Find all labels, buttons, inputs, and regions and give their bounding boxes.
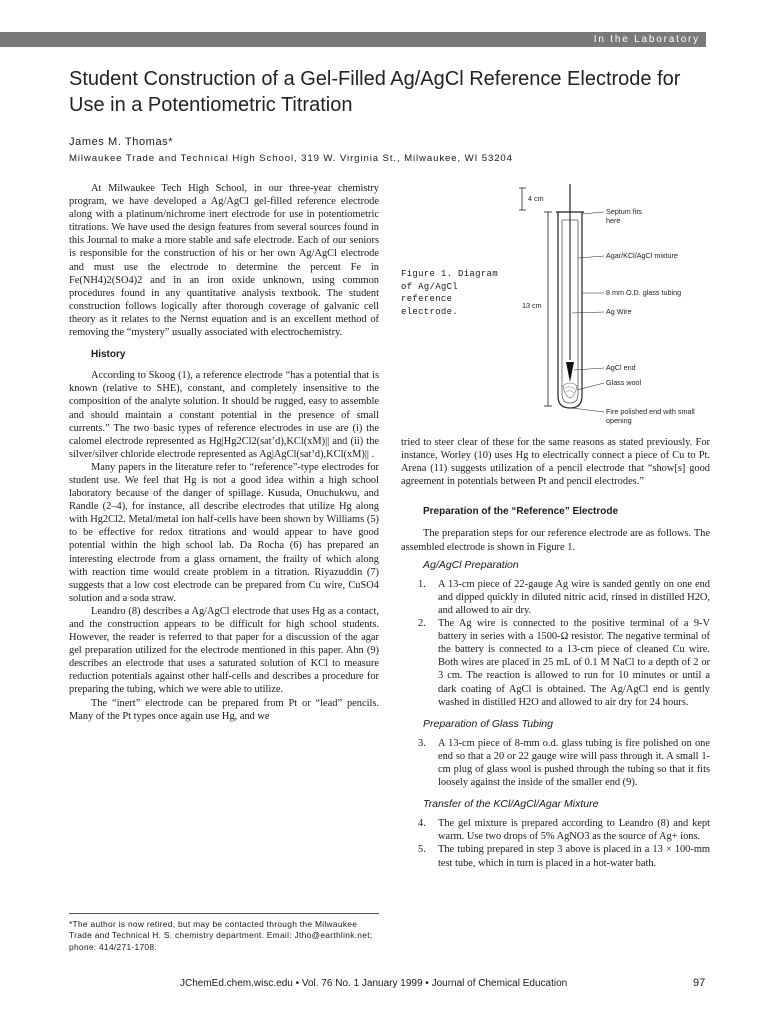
label-septum-1: Septum fits <box>606 207 642 216</box>
history-heading: History <box>91 349 126 361</box>
step-text: A 13-cm piece of 8-mm o.d. glass tubing is fire polished on one end so that a 20 or 22 gauge wire will pass through it. A small 1-cm plug of glass wool is pushed through the tubing so that it fits loosely against the inside of the smaller end (9). <box>438 737 710 789</box>
label-septum-2: here <box>606 216 621 225</box>
label-13cm: 13 cm <box>522 301 542 310</box>
label-glass-wool: Glass wool <box>606 378 642 387</box>
step-text: The tubing prepared in step 3 above is placed in a 13 × 100-mm test tube, which in turn is placed in a hot-water bath. <box>438 844 710 869</box>
agcl-steps <box>401 578 710 709</box>
transfer-steps <box>401 817 710 869</box>
label-fire-polished-1: Fire polished end with small <box>606 407 695 416</box>
intro-paragraph: At Milwaukee Tech High School, in our three-year chemistry program, we have developed a Ag/AgCl gel-filled reference electrode along with a platinum/nichrome inert electrode for use in potentiometric titrations. We have used the design features from several sources found in this Journal to make a more stable and safe electrode. Each of our seniors is responsible for the construction of his or her own Ag/AgCl electrode and must use the electrode to determine the percent Fe in Fe(NH4)2(SO4)2 and in an iron oxide unknown, using common procedures found in any quantitative analysis textbook. The student construction follows logically after thorough coverage of galvanic cell theory as it relates to the Nernst equation and is an excellent method of removing the “mystery” usually associated with electrochemistry. <box>69 183 379 339</box>
step-number: 3. <box>418 737 426 749</box>
label-agcl-end: AgCl end <box>606 363 636 372</box>
transfer-heading: Transfer of the KCl/AgCl/Agar Mixture <box>423 798 599 811</box>
list-item <box>401 817 710 843</box>
right-column <box>401 436 710 870</box>
history-paragraph-4: The “inert” electrode can be prepared from Pt or “lead” pencils. Many of the Pt types once again use Hg, and we <box>69 697 379 722</box>
electrode-diagram <box>490 182 720 432</box>
step-text: The Ag wire is connected to the positive terminal of a 9-V battery in series with a 1500-Ω resistor. The negative terminal of the battery is connected to a 13-cm piece of cleaned Cu wire. Both wires are placed in 25 mL of 0.1 M NaCl to a depth of 2 or 3 cm. The reaction is allowed to run for 10 minutes or until a dark coating of AgCl is obtained. The Ag/AgCl end is gently washed in distilled H2O and allowed to air dry for 24 hours. <box>438 618 710 708</box>
step-text: The gel mixture is prepared according to Leandro (8) and kept warm. Use two drops of 5% AgNO3 as the source of Ag+ ions. <box>438 818 710 843</box>
step-number: 1. <box>418 578 426 590</box>
step-number: 4. <box>418 818 426 830</box>
author-name: James M. Thomas* <box>69 136 174 148</box>
label-tubing: 8 mm O.D. glass tubing <box>606 288 682 297</box>
agcl-end <box>566 362 574 382</box>
list-item <box>401 617 710 709</box>
step-number: 2. <box>418 618 426 630</box>
label-ag-wire: Ag Wire <box>606 307 632 316</box>
author-affiliation: Milwaukee Trade and Technical High School, 319 W. Virginia St., Milwaukee, WI 53204 <box>69 153 513 164</box>
continuation-paragraph: tried to steer clear of these for the same reasons as stated previously. For instance, Worley (10) uses Hg to electrically connect a piece of Cu to Pt. Arena (11) suggests utilization of a pencil electrode that “show[s] good agreement in potentials between Pt and pencil electrodes.” <box>401 437 710 488</box>
label-fire-polished-2: opening <box>606 416 632 425</box>
list-item <box>401 737 710 789</box>
history-paragraph-3: Leandro (8) describes a Ag/AgCl electrode that uses Hg as a contact, and the construction appears to be difficult for high school students. However, the reader is referred to that paper for a discussion of the agar gel preparation utilized for the electrode mentioned in this paper. Ahn (9) describes an electrode that uses a saturated solution of KCl to measure reduction potentials against other half-cells and describes a procedure for preparing the tubing, which we were able to utilize. <box>69 605 379 696</box>
history-paragraph-1: According to Skoog (1), a reference electrode “has a potential that is known (relative to SHE), constant, and completely insensitive to the composition of the analyte solution. It should be rugged, easy to assemble and should maintain a constant potential in the presence of small currents.” The two basic types of reference electrodes in use are (i) the calomel electrode represented as Hg|Hg2Cl2(sat’d),KCl(xM)|| and (ii) the silver/silver chloride electrode represented as Ag|AgCl(sat’d),KCl(xM)|| . <box>69 370 379 460</box>
section-label: In the Laboratory <box>593 34 700 45</box>
journal-footer: JChemEd.chem.wisc.edu • Vol. 76 No. 1 January 1999 • Journal of Chemical Education <box>180 978 568 989</box>
footnote-rule <box>69 913 379 914</box>
agcl-preparation-heading: Ag/AgCl Preparation <box>423 558 519 571</box>
step-text: A 13-cm piece of 22-gauge Ag wire is sanded gently on one end and dipped quickly in diluted nitric acid, rinsed in distilled H2O, and allowed to air dry. <box>438 578 710 616</box>
figure-caption: Figure 1. Diagram of Ag/AgCl reference electrode. <box>401 269 498 317</box>
step-number: 5. <box>418 844 426 856</box>
preparation-intro: The preparation steps for our reference electrode are as follows. The assembled electrode is shown in Figure 1. <box>401 528 710 553</box>
preparation-heading: Preparation of the “Reference” Electrode <box>423 506 619 518</box>
list-item <box>401 578 710 617</box>
label-4cm: 4 cm <box>528 194 544 203</box>
section-header-bar <box>0 32 706 47</box>
glass-steps <box>401 737 710 789</box>
left-column <box>69 182 379 723</box>
author-footnote: *The author is now retired, but may be contacted through the Milwaukee Trade and Technical H. S. chemistry department. Email: Jtho@earthlink.net; phone: 414/271-1708. <box>69 919 373 952</box>
page-number: 97 <box>693 977 706 989</box>
list-item <box>401 843 710 869</box>
article-title: Student Construction of a Gel-Filled Ag/AgCl Reference Electrode for Use in a Potentiometric Titration <box>69 68 681 116</box>
label-mixture: Agar/KCl/AgCl mixture <box>606 251 678 260</box>
glass-tubing-heading: Preparation of Glass Tubing <box>423 717 553 730</box>
history-paragraph-2: Many papers in the literature refer to “reference”-type electrodes for student use. We feel that Hg is not a good idea within a high school laboratory because of the danger of spillage. Kusuda, Onuchukwu, and Randle (2–4), for instance, all describe electrodes that utilize Hg along with Hg2Cl2. Metal/metal ion half-cells have been shown by Williams (5) to be effective for redox titrations and would appear to have good potential within the high school lab. Da Rocha (6) has prepared an interesting electrode from a glass ornament, the frailty of which along with reaction time would create problem in a titration. Riyazuddin (7) suggests that a low cost electrode can be prepared from Cu wire, CuSO4 solution and a soda straw. <box>69 461 379 604</box>
